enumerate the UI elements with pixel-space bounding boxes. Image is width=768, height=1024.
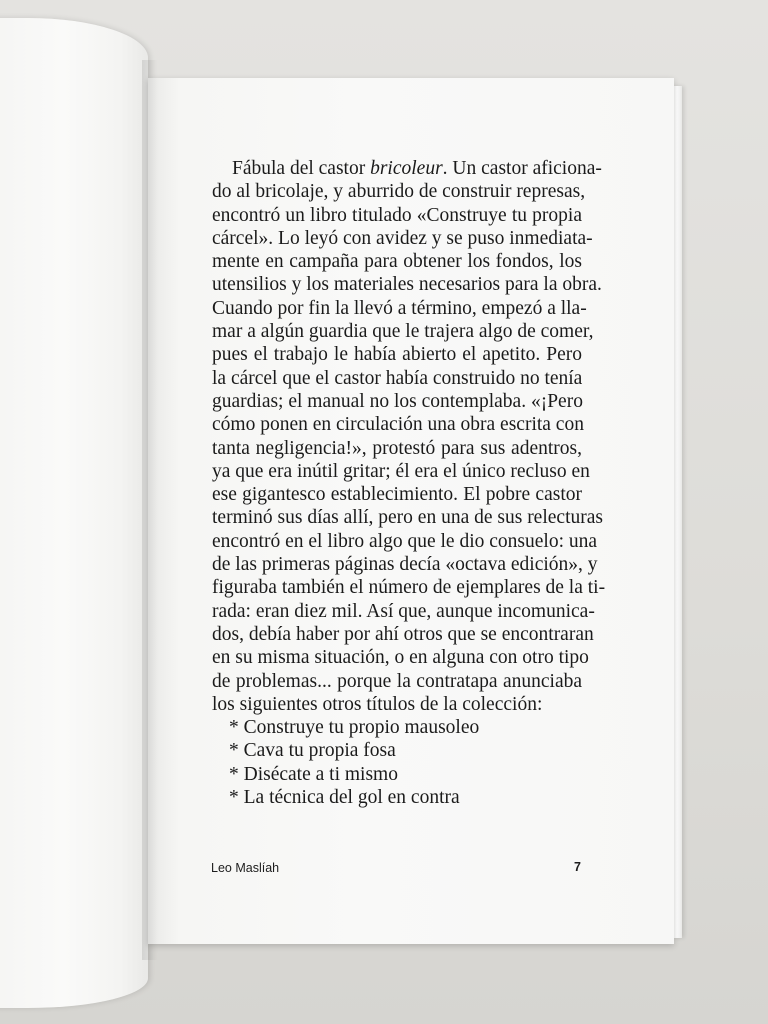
paragraph-line: guardias; el manual no los contemplaba. «¡Pero bbox=[212, 390, 583, 412]
paragraph-line: mente en campaña para obtener los fondos, los bbox=[212, 251, 582, 273]
paragraph-line: en su misma situación, o en alguna con otro tipo bbox=[212, 647, 589, 669]
italic-word: bricoleur bbox=[370, 158, 443, 179]
paragraph-line: tanta negligencia!», protestó para sus adentros, bbox=[212, 437, 582, 459]
paragraph-line: figuraba también el número de ejemplares de la ti- bbox=[212, 577, 606, 599]
gutter-shadow bbox=[142, 60, 158, 960]
paragraph-line: los siguientes otros títulos de la colección: bbox=[212, 693, 543, 715]
paragraph-line: ese gigantesco establecimiento. El pobre castor bbox=[212, 484, 582, 506]
paragraph-line: cárcel». Lo leyó con avidez y se puso inmediata- bbox=[212, 227, 593, 249]
paragraph-line: Cuando por fin la llevó a término, empezó a lla- bbox=[212, 297, 587, 319]
paragraph-line: dos, debía haber por ahí otros que se encontraran bbox=[212, 623, 594, 645]
left-page bbox=[0, 18, 148, 1008]
paragraph-line: pues el trabajo le había abierto el apetito. Pero bbox=[212, 344, 582, 366]
paragraph-line: de las primeras páginas decía «octava edición», y bbox=[212, 554, 598, 576]
paragraph-line: terminó sus días allí, pero en una de sus relecturas bbox=[212, 507, 603, 529]
title-list-item: * Disécate a ti mismo bbox=[229, 763, 398, 785]
title-list-item: * Cava tu propia fosa bbox=[229, 740, 396, 762]
paragraph-line: rada: eran diez mil. Así que, aunque incomunica- bbox=[212, 600, 595, 622]
title-tail: . Un castor aficiona- bbox=[442, 158, 602, 179]
paragraph-line: utensilios y los materiales necesarios para la obra. bbox=[212, 274, 602, 296]
paragraph-line: la cárcel que el castor había construido no tenía bbox=[212, 367, 583, 389]
paragraph-line: ya que era inútil gritar; él era el único recluso en bbox=[212, 460, 590, 482]
paragraph-line: do al bricolaje, y aburrido de construir represas, bbox=[212, 181, 586, 203]
title-list-item: * Construye tu propio mausoleo bbox=[229, 717, 480, 739]
title-list-item: * La técnica del gol en contra bbox=[229, 787, 460, 809]
fable-text bbox=[212, 157, 606, 809]
paragraph-line: de problemas... porque la contratapa anunciaba bbox=[212, 670, 582, 692]
paragraph-line: encontró en el libro algo que le dio consuelo: una bbox=[212, 530, 598, 552]
paragraph-line-first bbox=[212, 157, 602, 180]
title-lead: Fábula del castor bbox=[232, 158, 371, 179]
paragraph-line: encontró un libro titulado «Construye tu propia bbox=[212, 204, 582, 226]
page-number: 7 bbox=[574, 860, 581, 874]
paragraph-line: mar a algún guardia que le trajera algo de comer, bbox=[212, 321, 594, 343]
paragraph-line: cómo ponen en circulación una obra escrita con bbox=[212, 414, 584, 436]
footer-author: Leo Maslíah bbox=[211, 861, 280, 875]
